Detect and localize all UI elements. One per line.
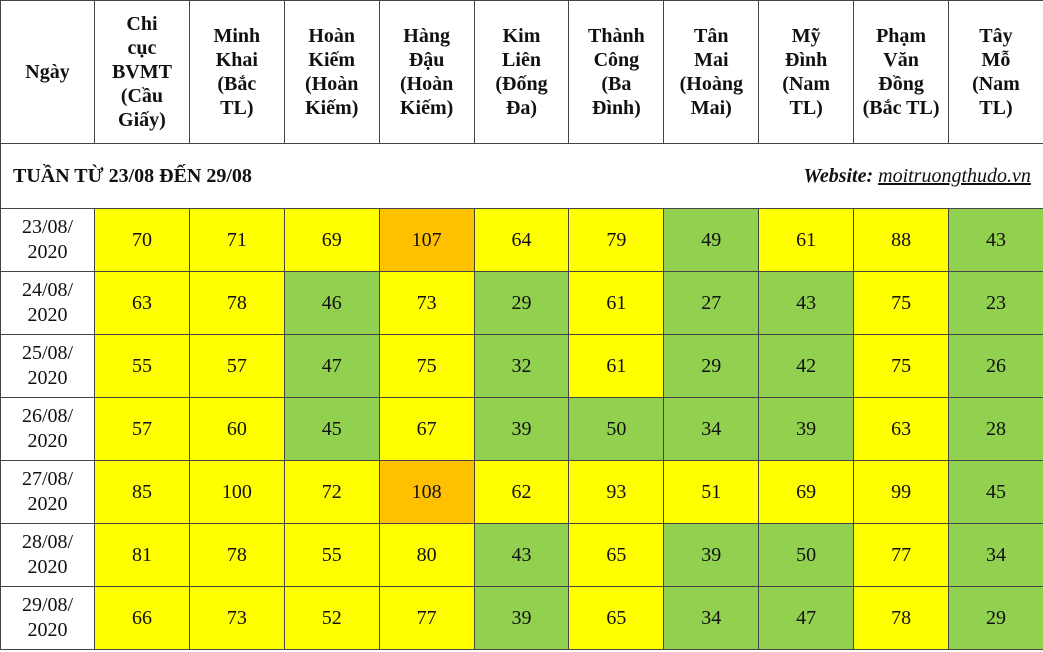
aqi-cell: 61 — [569, 335, 664, 398]
aqi-cell: 57 — [95, 398, 190, 461]
aqi-cell: 34 — [664, 587, 759, 650]
header-station-line: TL) — [789, 97, 823, 119]
aqi-cell: 65 — [569, 524, 664, 587]
date-cell — [1, 587, 95, 650]
aqi-cell: 39 — [474, 398, 569, 461]
data-body — [1, 209, 1043, 650]
header-station-line: TL) — [220, 97, 254, 119]
aqi-cell: 62 — [474, 461, 569, 524]
table-row — [1, 335, 1043, 398]
website-link[interactable]: moitruongthudo.vn — [878, 164, 1031, 187]
date-line: 2020 — [27, 304, 68, 326]
header-station-line: Kiếm) — [399, 97, 454, 119]
aqi-cell: 69 — [284, 209, 379, 272]
week-row — [1, 144, 1043, 209]
aqi-cell: 107 — [379, 209, 474, 272]
header-station-line: cục — [127, 37, 157, 59]
header-station-line: Đình — [785, 49, 828, 71]
header-station — [284, 1, 379, 144]
date-line: 25/08/ — [21, 342, 74, 364]
header-station-line: BVMT — [111, 61, 172, 83]
header-station-line: (Bắc — [217, 73, 257, 95]
header-station-line: Đình) — [591, 97, 641, 119]
date-line: 26/08/ — [21, 405, 74, 427]
header-station-line: (Nam — [972, 73, 1020, 95]
aqi-cell: 45 — [949, 461, 1043, 524]
header-station — [95, 1, 190, 144]
aqi-cell: 32 — [474, 335, 569, 398]
aqi-cell: 34 — [664, 398, 759, 461]
date-cell — [1, 272, 95, 335]
aqi-cell: 65 — [569, 587, 664, 650]
header-station-line: (Hoàn — [399, 73, 454, 95]
aqi-cell: 78 — [189, 524, 284, 587]
date-line: 2020 — [27, 430, 68, 452]
aqi-cell: 39 — [759, 398, 854, 461]
aqi-cell: 39 — [474, 587, 569, 650]
aqi-cell: 75 — [854, 272, 949, 335]
header-station-line: Mỗ — [981, 49, 1011, 71]
aqi-cell: 78 — [189, 272, 284, 335]
website — [804, 165, 1031, 188]
header-station-line: Tây — [979, 25, 1013, 47]
header-station-line: Chi — [126, 13, 158, 35]
date-line: 23/08/ — [21, 216, 74, 238]
aqi-cell: 29 — [474, 272, 569, 335]
aqi-cell: 72 — [284, 461, 379, 524]
table-row — [1, 587, 1043, 650]
header-station-line: Thành — [588, 25, 645, 47]
header-station — [474, 1, 569, 144]
aqi-cell: 80 — [379, 524, 474, 587]
date-line: 2020 — [27, 556, 68, 578]
aqi-cell: 63 — [95, 272, 190, 335]
header-station — [569, 1, 664, 144]
aqi-cell: 93 — [569, 461, 664, 524]
date-cell — [1, 209, 95, 272]
aqi-cell: 61 — [569, 272, 664, 335]
header-station-line: Mai — [694, 49, 729, 71]
header-station — [854, 1, 949, 144]
aqi-cell: 42 — [759, 335, 854, 398]
header-station-line: Kiếm) — [305, 97, 359, 119]
aqi-cell: 64 — [474, 209, 569, 272]
header-station-line: (Bắc TL) — [862, 97, 940, 119]
aqi-cell: 61 — [759, 209, 854, 272]
aqi-cell: 75 — [854, 335, 949, 398]
website-label: Website: — [803, 164, 874, 187]
header-row — [1, 1, 1043, 144]
aqi-cell: 78 — [854, 587, 949, 650]
date-line: 29/08/ — [21, 594, 74, 616]
header-station-line: Giấy) — [118, 109, 166, 131]
aqi-cell: 71 — [189, 209, 284, 272]
header-station-line: TL) — [979, 97, 1013, 119]
header-station-line: Hoàn — [308, 25, 356, 47]
aqi-cell: 55 — [284, 524, 379, 587]
aqi-cell: 88 — [854, 209, 949, 272]
aqi-cell: 45 — [284, 398, 379, 461]
header-station-line: Kiếm — [308, 49, 356, 71]
aqi-cell: 57 — [189, 335, 284, 398]
aqi-cell: 47 — [284, 335, 379, 398]
header-station-line: Mai) — [690, 97, 732, 119]
header-station-line: Đa) — [505, 97, 538, 119]
date-cell — [1, 461, 95, 524]
aqi-cell: 51 — [664, 461, 759, 524]
aqi-cell: 60 — [189, 398, 284, 461]
date-line: 2020 — [27, 493, 68, 515]
header-station-line: (Nam — [782, 73, 831, 95]
aqi-cell: 85 — [95, 461, 190, 524]
aqi-cell: 100 — [189, 461, 284, 524]
aqi-cell: 70 — [95, 209, 190, 272]
week-title: TUẦN TỪ 23/08 ĐẾN 29/08 — [13, 164, 252, 187]
aqi-cell: 29 — [949, 587, 1043, 650]
header-station-line: Văn — [883, 49, 919, 71]
header-station — [189, 1, 284, 144]
aqi-cell: 46 — [284, 272, 379, 335]
aqi-cell: 43 — [949, 209, 1043, 272]
header-station-line: Phạm — [876, 25, 927, 47]
aqi-cell: 69 — [759, 461, 854, 524]
date-line: 28/08/ — [21, 531, 74, 553]
header-station-line: Đậu — [408, 49, 445, 71]
header-station-line: (Cầu — [120, 85, 164, 107]
header-station-line: Minh — [213, 25, 261, 47]
header-station-line: Hàng — [403, 25, 450, 47]
aqi-cell: 26 — [949, 335, 1043, 398]
aqi-cell: 39 — [664, 524, 759, 587]
aqi-cell: 66 — [95, 587, 190, 650]
header-station-line: (Hoàn — [305, 73, 359, 95]
aqi-cell: 49 — [664, 209, 759, 272]
table-row — [1, 398, 1043, 461]
table-row — [1, 461, 1043, 524]
aqi-cell: 67 — [379, 398, 474, 461]
aqi-cell: 77 — [854, 524, 949, 587]
date-line: 2020 — [27, 367, 68, 389]
aqi-cell: 34 — [949, 524, 1043, 587]
date-cell — [1, 335, 95, 398]
table-row — [1, 272, 1043, 335]
aqi-cell: 43 — [474, 524, 569, 587]
header-station-line: (Ba — [601, 73, 632, 95]
aqi-cell: 63 — [854, 398, 949, 461]
header-station-line: Đồng — [878, 73, 924, 95]
date-line: 24/08/ — [21, 279, 74, 301]
header-station — [759, 1, 854, 144]
header-station-line: Kim — [502, 25, 541, 47]
header-station-line: Liên — [502, 49, 541, 71]
aqi-cell: 47 — [759, 587, 854, 650]
header-station-line: Công — [593, 49, 640, 71]
aqi-cell: 28 — [949, 398, 1043, 461]
date-cell — [1, 524, 95, 587]
header-station-line: Tân — [694, 25, 729, 47]
date-line: 2020 — [27, 241, 68, 263]
header-station — [379, 1, 474, 144]
date-line: 2020 — [27, 619, 68, 641]
aqi-cell: 75 — [379, 335, 474, 398]
aqi-cell: 108 — [379, 461, 474, 524]
aqi-cell: 81 — [95, 524, 190, 587]
aqi-cell: 27 — [664, 272, 759, 335]
aqi-cell: 43 — [759, 272, 854, 335]
header-station-line: Mỹ — [791, 25, 821, 47]
aqi-cell: 73 — [379, 272, 474, 335]
aqi-cell: 50 — [569, 398, 664, 461]
date-cell — [1, 398, 95, 461]
table-row — [1, 209, 1043, 272]
header-station-line: (Hoàng — [679, 73, 743, 95]
aqi-cell: 29 — [664, 335, 759, 398]
date-line: 27/08/ — [21, 468, 74, 490]
table-row — [1, 524, 1043, 587]
aqi-cell: 79 — [569, 209, 664, 272]
aqi-cell: 77 — [379, 587, 474, 650]
aqi-cell: 52 — [284, 587, 379, 650]
header-station-line: Khai — [215, 49, 258, 71]
header-station-line: (Đống — [495, 73, 548, 95]
aqi-cell: 73 — [189, 587, 284, 650]
aqi-cell: 99 — [854, 461, 949, 524]
header-station — [664, 1, 759, 144]
aqi-cell: 23 — [949, 272, 1043, 335]
aqi-cell: 50 — [759, 524, 854, 587]
aqi-cell: 55 — [95, 335, 190, 398]
header-station — [949, 1, 1043, 144]
header-date: Ngày — [1, 1, 95, 144]
